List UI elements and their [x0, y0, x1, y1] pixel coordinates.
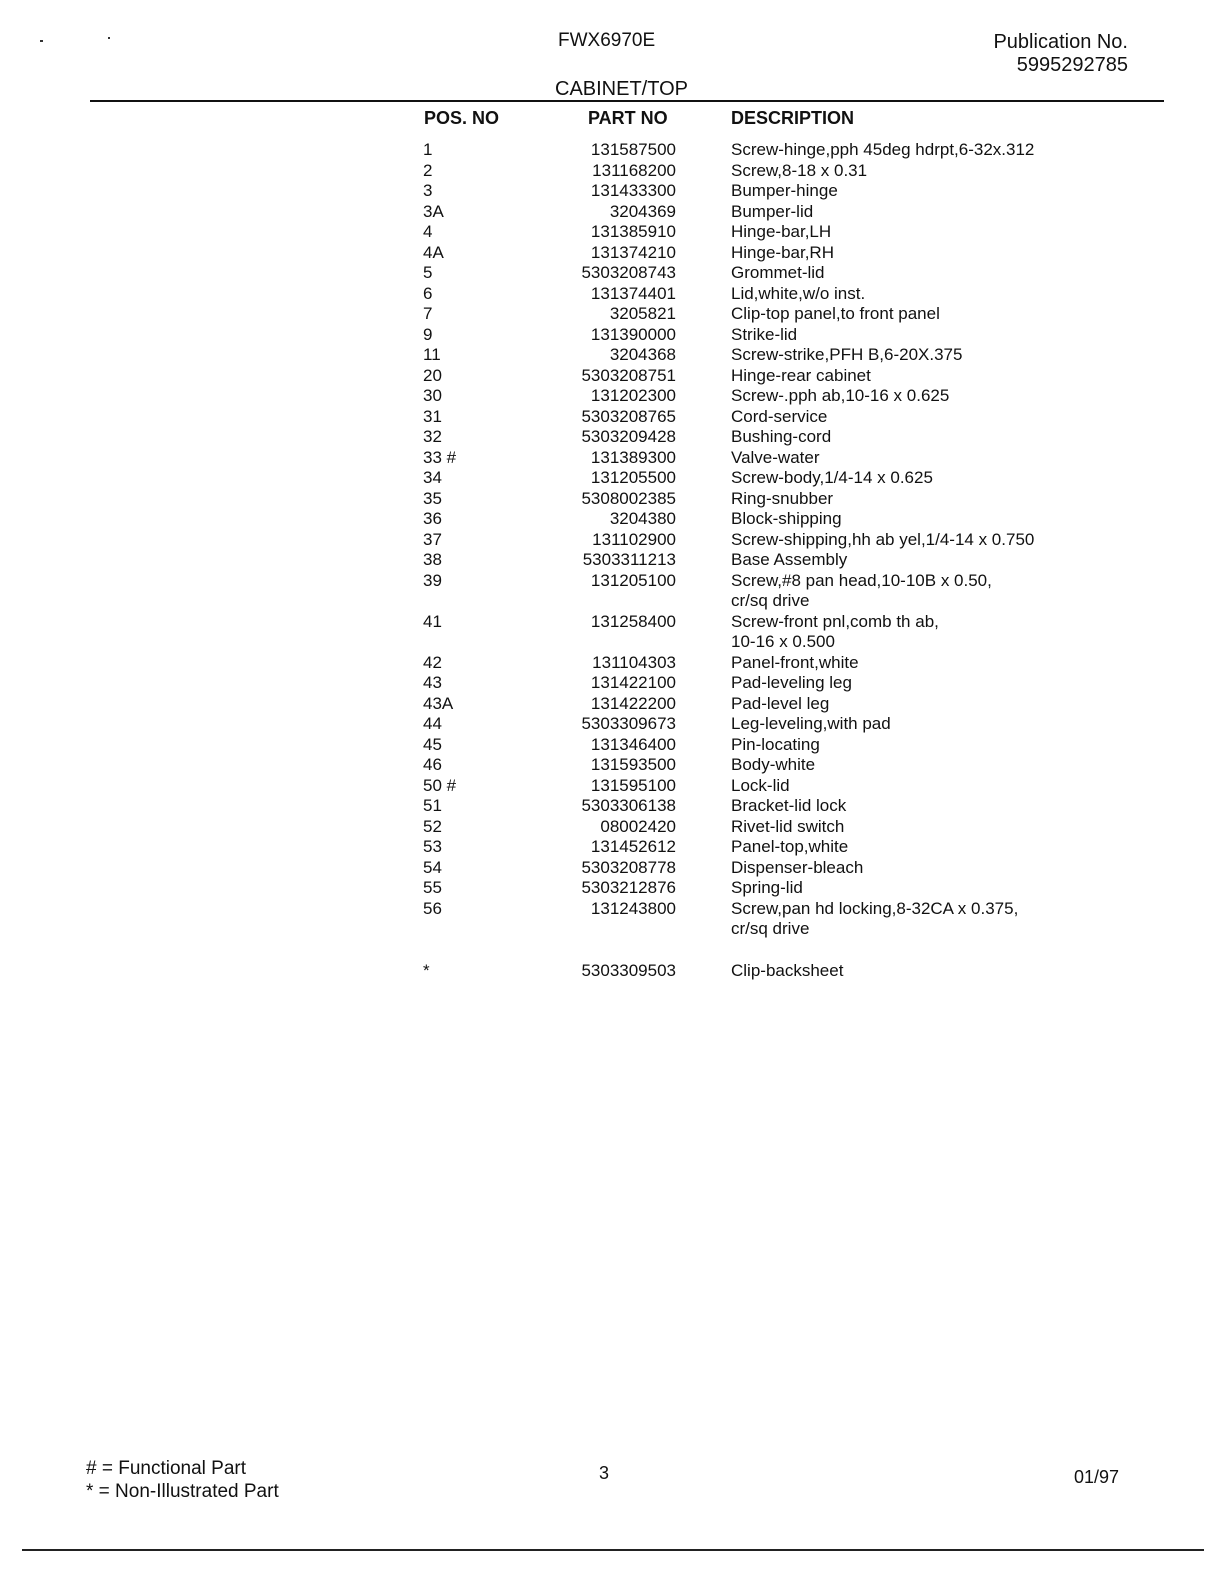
parts-row [0, 776, 1224, 797]
description-cell: Clip-backsheet [731, 960, 844, 980]
parts-row [0, 837, 1224, 858]
parts-row [0, 694, 1224, 715]
part-no-cell: 131346400 [590, 734, 676, 754]
part-no-cell: 131422100 [590, 673, 676, 692]
part-no-cell: 131390000 [590, 324, 676, 344]
part-no-cell: 131205100 [590, 570, 676, 590]
description-cell: Rivet-lid switch [731, 816, 845, 836]
pos-no-cell: 1 [423, 140, 433, 159]
parts-row [0, 284, 1224, 305]
part-no-cell: 131389300 [590, 447, 676, 467]
part-no-cell: 131374401 [590, 283, 676, 303]
parts-row [0, 489, 1224, 510]
column-header-pos-no: POS. NO [424, 108, 500, 128]
pos-no-cell: 4 [423, 222, 433, 241]
part-no-cell: 131422200 [590, 693, 676, 713]
parts-row [0, 735, 1224, 756]
parts-row [0, 366, 1224, 387]
part-no-cell: 5303209428 [581, 427, 676, 446]
description-cell: Block-shipping [731, 509, 842, 528]
pos-no-cell: 43 [423, 673, 442, 692]
part-no-cell: 131374210 [590, 242, 676, 262]
parts-row [0, 878, 1224, 899]
parts-row [0, 612, 1224, 653]
pos-no-cell: 7 [423, 304, 433, 323]
parts-row [0, 714, 1224, 735]
pos-no-cell: 38 [423, 550, 442, 569]
description-cell: Screw,8-18 x 0.31 [731, 160, 868, 180]
parts-row [0, 550, 1224, 571]
parts-list [0, 140, 1224, 981]
legend-functional-part: # = Functional Part [86, 1458, 247, 1479]
parts-row [0, 961, 1224, 982]
pos-no-cell: 35 [423, 488, 442, 508]
revision-date: 01/97 [1074, 1467, 1120, 1487]
part-no-cell: 131258400 [590, 611, 676, 631]
pos-no-cell: 33 # [423, 447, 457, 467]
description-cell: Screw-shipping,hh ab yel,1/4-14 x 0.750 [731, 529, 1035, 549]
description-cell: Strike-lid [731, 324, 798, 344]
pos-no-cell: 41 [423, 611, 442, 631]
pos-no-cell: 3 [423, 181, 433, 200]
part-no-cell: 131205500 [590, 468, 676, 487]
pos-no-cell: 20 [423, 365, 442, 385]
parts-row [0, 263, 1224, 284]
part-no-cell: 131168200 [592, 160, 676, 180]
part-no-cell: 131593500 [590, 755, 676, 774]
section-title: CABINET/TOP [555, 78, 688, 100]
part-no-cell: 5303208765 [581, 406, 676, 426]
parts-row [0, 571, 1224, 612]
pos-no-cell: 39 [423, 570, 442, 590]
description-cell: Panel-front,white [731, 652, 859, 672]
description-cell: Lid,white,w/o inst. [731, 283, 866, 303]
header-divider [90, 100, 1164, 102]
description-cell: Hinge-rear cabinet [731, 365, 871, 385]
parts-row [0, 899, 1224, 940]
parts-row [0, 858, 1224, 879]
part-no-cell: 08002420 [600, 816, 676, 836]
part-no-cell: 131587500 [590, 140, 676, 159]
part-no-cell: 3204380 [609, 509, 676, 528]
part-no-cell: 131433300 [590, 181, 676, 200]
description-cell: Screw-body,1/4-14 x 0.625 [731, 468, 933, 487]
parts-row [0, 530, 1224, 551]
pos-no-cell: 9 [423, 324, 433, 344]
parts-row [0, 202, 1224, 223]
parts-row [0, 386, 1224, 407]
parts-row [0, 345, 1224, 366]
parts-row [0, 653, 1224, 674]
pos-no-cell: 4A [423, 242, 444, 262]
part-no-cell: 131104303 [592, 652, 676, 672]
pos-no-cell: 6 [423, 283, 433, 303]
parts-row [0, 448, 1224, 469]
description-cell: Leg-leveling,with pad [731, 714, 891, 733]
description-cell: Bracket-lid lock [731, 796, 847, 815]
pos-no-cell: 54 [423, 857, 442, 877]
pos-no-cell: 43A [423, 693, 454, 713]
pos-no-cell: 5 [423, 263, 433, 282]
part-no-cell: 131243800 [590, 898, 676, 918]
description-cell: Panel-top,white [731, 837, 849, 856]
part-no-cell: 5308002385 [581, 488, 676, 508]
pos-no-cell: 37 [423, 529, 442, 549]
publication-label: Publication No. [993, 31, 1128, 53]
description-cell: Clip-top panel,to front panel [731, 304, 940, 323]
pos-no-cell: 36 [423, 509, 442, 528]
part-no-cell: 5303208778 [581, 857, 676, 877]
description-cell: Screw-hinge,pph 45deg hdrpt,6-32x.312 [731, 140, 1035, 159]
parts-row [0, 140, 1224, 161]
description-cell: Hinge-bar,LH [731, 222, 832, 241]
description-cell: Bumper-lid [731, 201, 814, 221]
pos-no-cell: * [423, 960, 430, 980]
part-no-cell: 131452612 [590, 837, 676, 856]
description-cell: Valve-water [731, 447, 820, 467]
part-no-cell: 131385910 [590, 222, 676, 241]
description-cell: Screw,#8 pan head,10-10B x 0.50, cr/sq drive [731, 570, 992, 610]
parts-row [0, 755, 1224, 776]
parts-row [0, 427, 1224, 448]
part-no-cell: 5303311213 [582, 550, 676, 569]
description-cell: Bushing-cord [731, 427, 832, 446]
part-no-cell: 5303208751 [581, 365, 676, 385]
parts-row [0, 468, 1224, 489]
pos-no-cell: 45 [423, 734, 442, 754]
description-cell: Cord-service [731, 406, 828, 426]
publication-number: 5995292785 [1016, 54, 1128, 76]
pos-no-cell: 11 [423, 345, 441, 364]
pos-no-cell: 32 [423, 427, 442, 446]
description-cell: Ring-snubber [731, 488, 834, 508]
scan-speck [40, 40, 43, 42]
pos-no-cell: 31 [423, 406, 442, 426]
description-cell: Body-white [731, 755, 816, 774]
part-no-cell: 3205821 [609, 304, 676, 323]
parts-row [0, 817, 1224, 838]
description-cell: Pin-locating [731, 734, 820, 754]
parts-row [0, 407, 1224, 428]
part-no-cell: 131595100 [590, 775, 676, 795]
column-header-description: DESCRIPTION [731, 108, 855, 128]
part-no-cell: 5303309673 [581, 714, 676, 733]
part-no-cell: 5303212876 [581, 878, 676, 897]
description-cell: Pad-level leg [731, 693, 830, 713]
model-number: FWX6970E [558, 30, 656, 51]
description-cell: Grommet-lid [731, 263, 825, 282]
pos-no-cell: 51 [423, 796, 442, 815]
parts-row [0, 243, 1224, 264]
pos-no-cell: 42 [423, 652, 442, 672]
parts-row [0, 181, 1224, 202]
legend-non-illustrated-part: * = Non-Illustrated Part [86, 1481, 279, 1502]
pos-no-cell: 56 [423, 898, 442, 918]
parts-row [0, 509, 1224, 530]
description-cell: Base Assembly [731, 550, 848, 569]
parts-row [0, 304, 1224, 325]
pos-no-cell: 53 [423, 837, 442, 856]
page-number: 3 [599, 1463, 610, 1483]
parts-row [0, 325, 1224, 346]
pos-no-cell: 2 [423, 160, 433, 180]
pos-no-cell: 30 [423, 386, 442, 405]
scan-speck [108, 37, 110, 39]
part-no-cell: 5303309503 [581, 960, 676, 980]
description-cell: Screw-front pnl,comb th ab, 10-16 x 0.500 [731, 611, 939, 651]
parts-row [0, 161, 1224, 182]
pos-no-cell: 44 [423, 714, 442, 733]
part-no-cell: 131202300 [590, 386, 676, 405]
parts-row [0, 796, 1224, 817]
part-no-cell: 3204368 [609, 345, 676, 364]
part-no-cell: 5303208743 [581, 263, 676, 282]
description-cell: Screw-strike,PFH B,6-20X.375 [731, 345, 963, 364]
description-cell: Screw,pan hd locking,8-32CA x 0.375, cr/sq drive [731, 898, 1019, 938]
part-no-cell: 3204369 [609, 201, 676, 221]
pos-no-cell: 52 [423, 816, 442, 836]
description-cell: Hinge-bar,RH [731, 242, 834, 262]
footer-divider [22, 1549, 1204, 1551]
part-no-cell: 131102900 [592, 529, 676, 549]
description-cell: Bumper-hinge [731, 181, 838, 200]
column-header-part-no: PART NO [588, 108, 668, 128]
description-cell: Screw-.pph ab,10-16 x 0.625 [731, 386, 950, 405]
pos-no-cell: 50 # [423, 775, 457, 795]
description-cell: Dispenser-bleach [731, 857, 864, 877]
pos-no-cell: 55 [423, 878, 442, 897]
pos-no-cell: 34 [423, 468, 442, 487]
pos-no-cell: 3A [423, 201, 444, 221]
pos-no-cell: 46 [423, 755, 442, 774]
description-cell: Spring-lid [731, 878, 803, 897]
parts-row [0, 673, 1224, 694]
description-cell: Lock-lid [731, 775, 790, 795]
part-no-cell: 5303306138 [581, 796, 676, 815]
parts-row [0, 222, 1224, 243]
description-cell: Pad-leveling leg [731, 673, 852, 692]
